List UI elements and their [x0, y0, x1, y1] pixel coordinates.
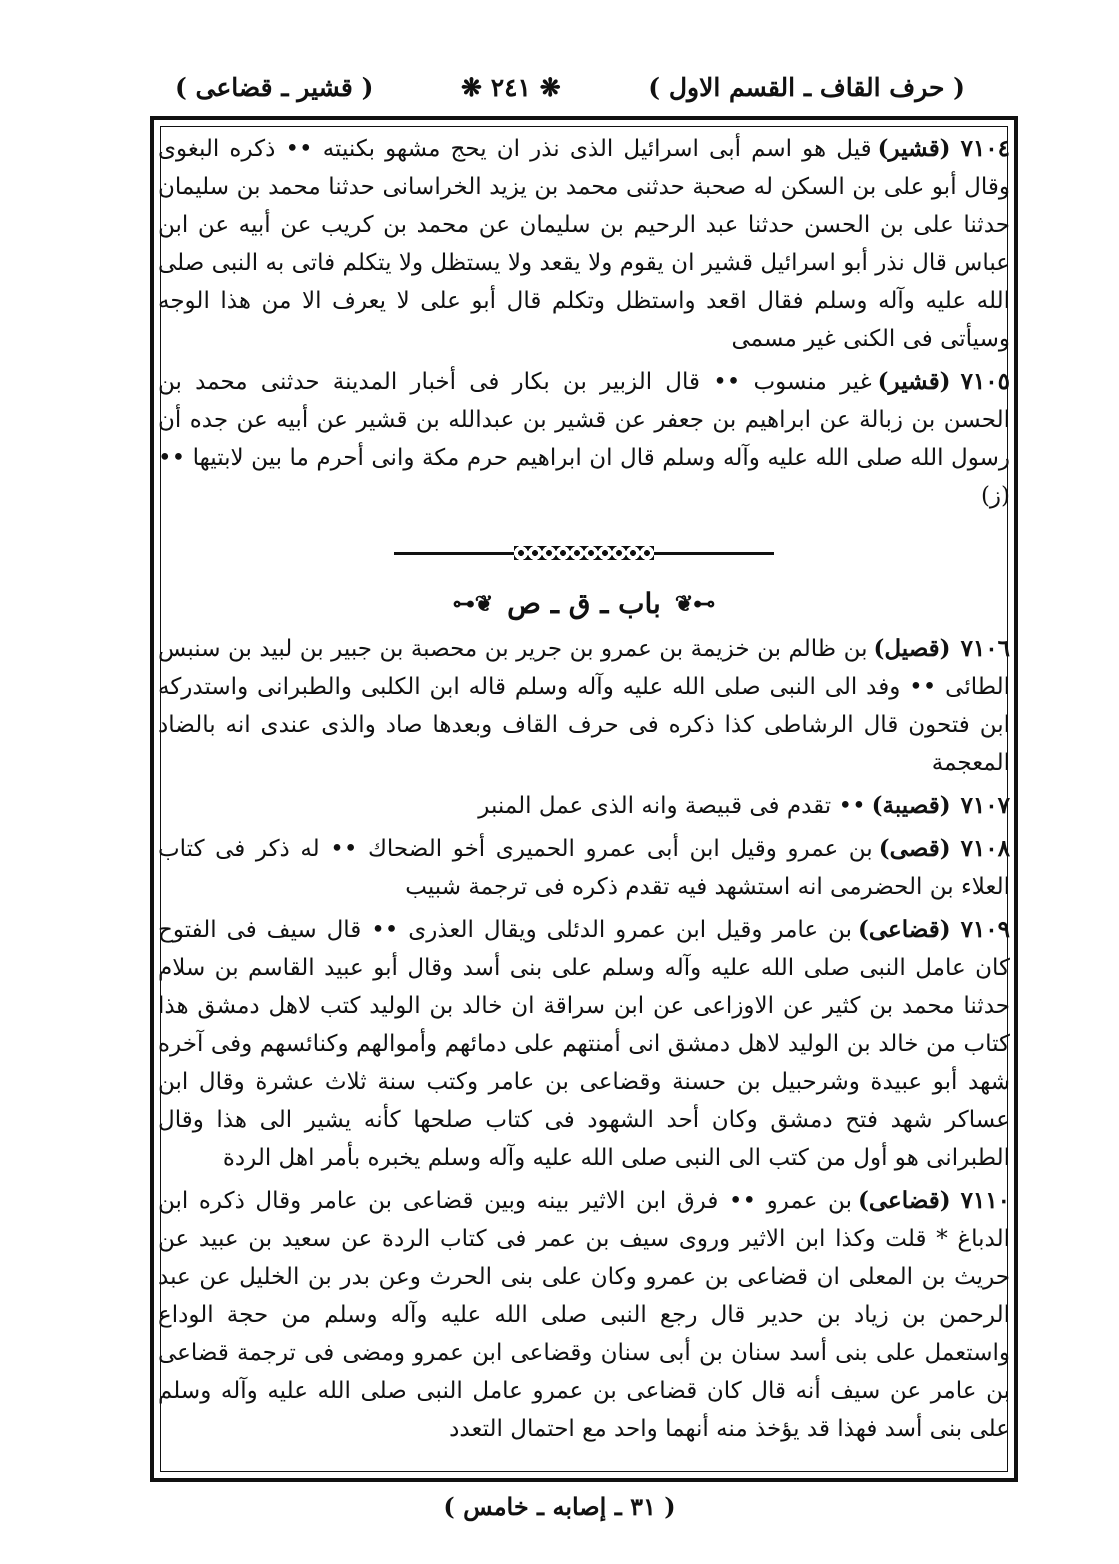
header-left-text: ( قشير ـ قضاعى ) — [175, 72, 374, 102]
page-number-value: ٢٤١ — [490, 72, 531, 102]
entry-text: بن عمرو وقيل ابن أبى عمرو الحميرى أخو الضحاك •• له ذكر فى كتاب العلاء بن الحضرمى انه استشهد فيه تقدم ذكره فى ترجمة شبيب — [158, 836, 1010, 900]
entry-7104 — [158, 130, 1010, 358]
entry-number: ٧١٠٨ — [960, 835, 1010, 862]
header-right-text: ( حرف القاف ـ القسم الاول ) — [648, 72, 965, 102]
entry-7107 — [158, 787, 1010, 825]
entry-number: ٧١٠٩ — [960, 916, 1010, 943]
entry-text: بن عمرو •• فرق ابن الاثير بينه وبين قضاعى بن عامر وقال ذكره ابن الدباغ * قلت وكذا ابن الاثير وروى سيف بن عمر فى كتاب الردة عن سعيد بن عبيد عن حريث بن المعلى ان قضاعى بن عمرو وكان على بنى الحرث وعن بدر بن الخليل عن عبد الرحمن بن زياد بن حدير قال رجع النبى صلى الله عليه وآله وسلم من حجة الوداع واستعمل على بنى أسد سنان بن أبى سنان وقضاعى ابن عمرو ومضى فى ترجمة قضاعى بن عامر عن سيف أنه قال كان قضاعى بن عمرو عامل النبى صلى الله عليه وآله وسلم على بنى أسد فهذا قد يؤخذ منه أنهما واحد مع احتمال التعدد — [158, 1188, 1010, 1442]
entry-7109 — [158, 911, 1010, 1177]
entry-number: ٧١٠٦ — [960, 635, 1010, 662]
ornament-right-icon: ❦⊷ — [452, 590, 494, 617]
entry-text: •• تقدم فى قبيصة وانه الذى عمل المنبر — [478, 793, 866, 819]
entry-name: (قضاعى) — [857, 916, 951, 943]
page-number: ❋ ٢٤١ ❋ — [461, 72, 561, 102]
entry-name: (قصيبة) — [871, 792, 951, 819]
entry-number: ٧١٠٤ — [960, 135, 1010, 162]
divider-dots — [514, 546, 654, 560]
entry-name: (قصيل) — [873, 635, 951, 662]
running-header — [175, 62, 965, 112]
section-divider — [394, 545, 774, 561]
section-heading — [158, 587, 1010, 620]
ornament-left-icon: ⊶❦ — [674, 590, 716, 617]
entry-text: غير منسوب •• قال الزبير بن بكار فى أخبار المدينة حدثنى محمد بن الحسن بن زبالة عن ابراهيم بن جعفر عن قشير بن عبدالله بن قشير عن أبيه عن جده أن رسول الله صلى الله عليه وآله وسلم قال ان ابراهيم حرم مكة وانى أحرم ما بين لابتيها •• (ز) — [158, 369, 1010, 509]
entry-number: ٧١١٠ — [960, 1187, 1010, 1214]
entry-7110 — [158, 1182, 1010, 1448]
entry-name: (قصى) — [878, 835, 951, 862]
entry-number: ٧١٠٧ — [960, 792, 1010, 819]
entry-name: (قشير) — [877, 135, 951, 162]
entry-name: (قشير) — [877, 368, 951, 395]
section-title: باب ـ ق ـ ص — [507, 587, 661, 620]
entry-text: بن عامر وقيل ابن عمرو الدئلى ويقال العذرى •• قال سيف فى الفتوح كان عامل النبى صلى الله عليه وآله وسلم على بنى أسد وقال أبو عبيد القاسم بن سلام حدثنا محمد بن كثير عن الاوزاعى عن ابن سراقة ان خالد بن الوليد كتب لاهل دمشق هذا كتاب من خالد بن الوليد لاهل دمشق انى أمنتهم على دمائهم وأموالهم وكنائسهم وفى آخره شهد أبو عبيدة وشرحبيل بن حسنة وقضاعى بن عامر وكتب سنة ثلاث عشرة وقال ابن عساكر شهد فتح دمشق وكان أحد الشهود فى كتاب صلحها كأنه يشير الى هذا وقال الطبرانى هو أول من كتب الى النبى صلى الله عليه وآله وسلم يخبره بأمر اهل الردة — [158, 917, 1010, 1171]
entry-7106 — [158, 630, 1010, 782]
entry-text: بن ظالم بن خزيمة بن عمرو بن جرير بن محصبة بن جبير بن لبيد بن سنبس الطائى •• وفد الى النبى صلى الله عليه وآله وسلم قاله ابن الكلبى والطبرانى واستدركه ابن فتحون قال الرشاطى كذا ذكره فى حرف القاف وبعدها صاد والذى عندى انه بالضاد المعجمة — [158, 636, 1010, 776]
entry-7108 — [158, 830, 1010, 906]
entry-text: قيل هو اسم أبى اسرائيل الذى نذر ان يحج مشهو بكنيته •• ذكره البغوى وقال أبو على بن السكن له صحبة حدثنى محمد بن يزيد الخراسانى حدثنا محمد بن سليمان حدثنا على بن الحسن حدثنا عبد الرحيم بن سليمان عن محمد بن كريب عن أبيه عن ابن عباس قال نذر أبو اسرائيل قشير ان يقوم ولا يقعد ولا يستظل ولا يتكلم فاتى به النبى صلى الله عليه وآله وسلم فقال اقعد واستظل وتكلم قال أبو على لا يعرف الا من هذا الوجه وسيأتى فى الكنى غير مسمى — [158, 136, 1010, 352]
entry-name: (قضاعى) — [857, 1187, 951, 1214]
page-content — [158, 130, 1010, 1453]
entry-number: ٧١٠٥ — [960, 368, 1010, 395]
page-footer: ( ٣١ ـ إصابه ـ خامس ) — [443, 1492, 676, 1521]
entry-7105 — [158, 363, 1010, 515]
